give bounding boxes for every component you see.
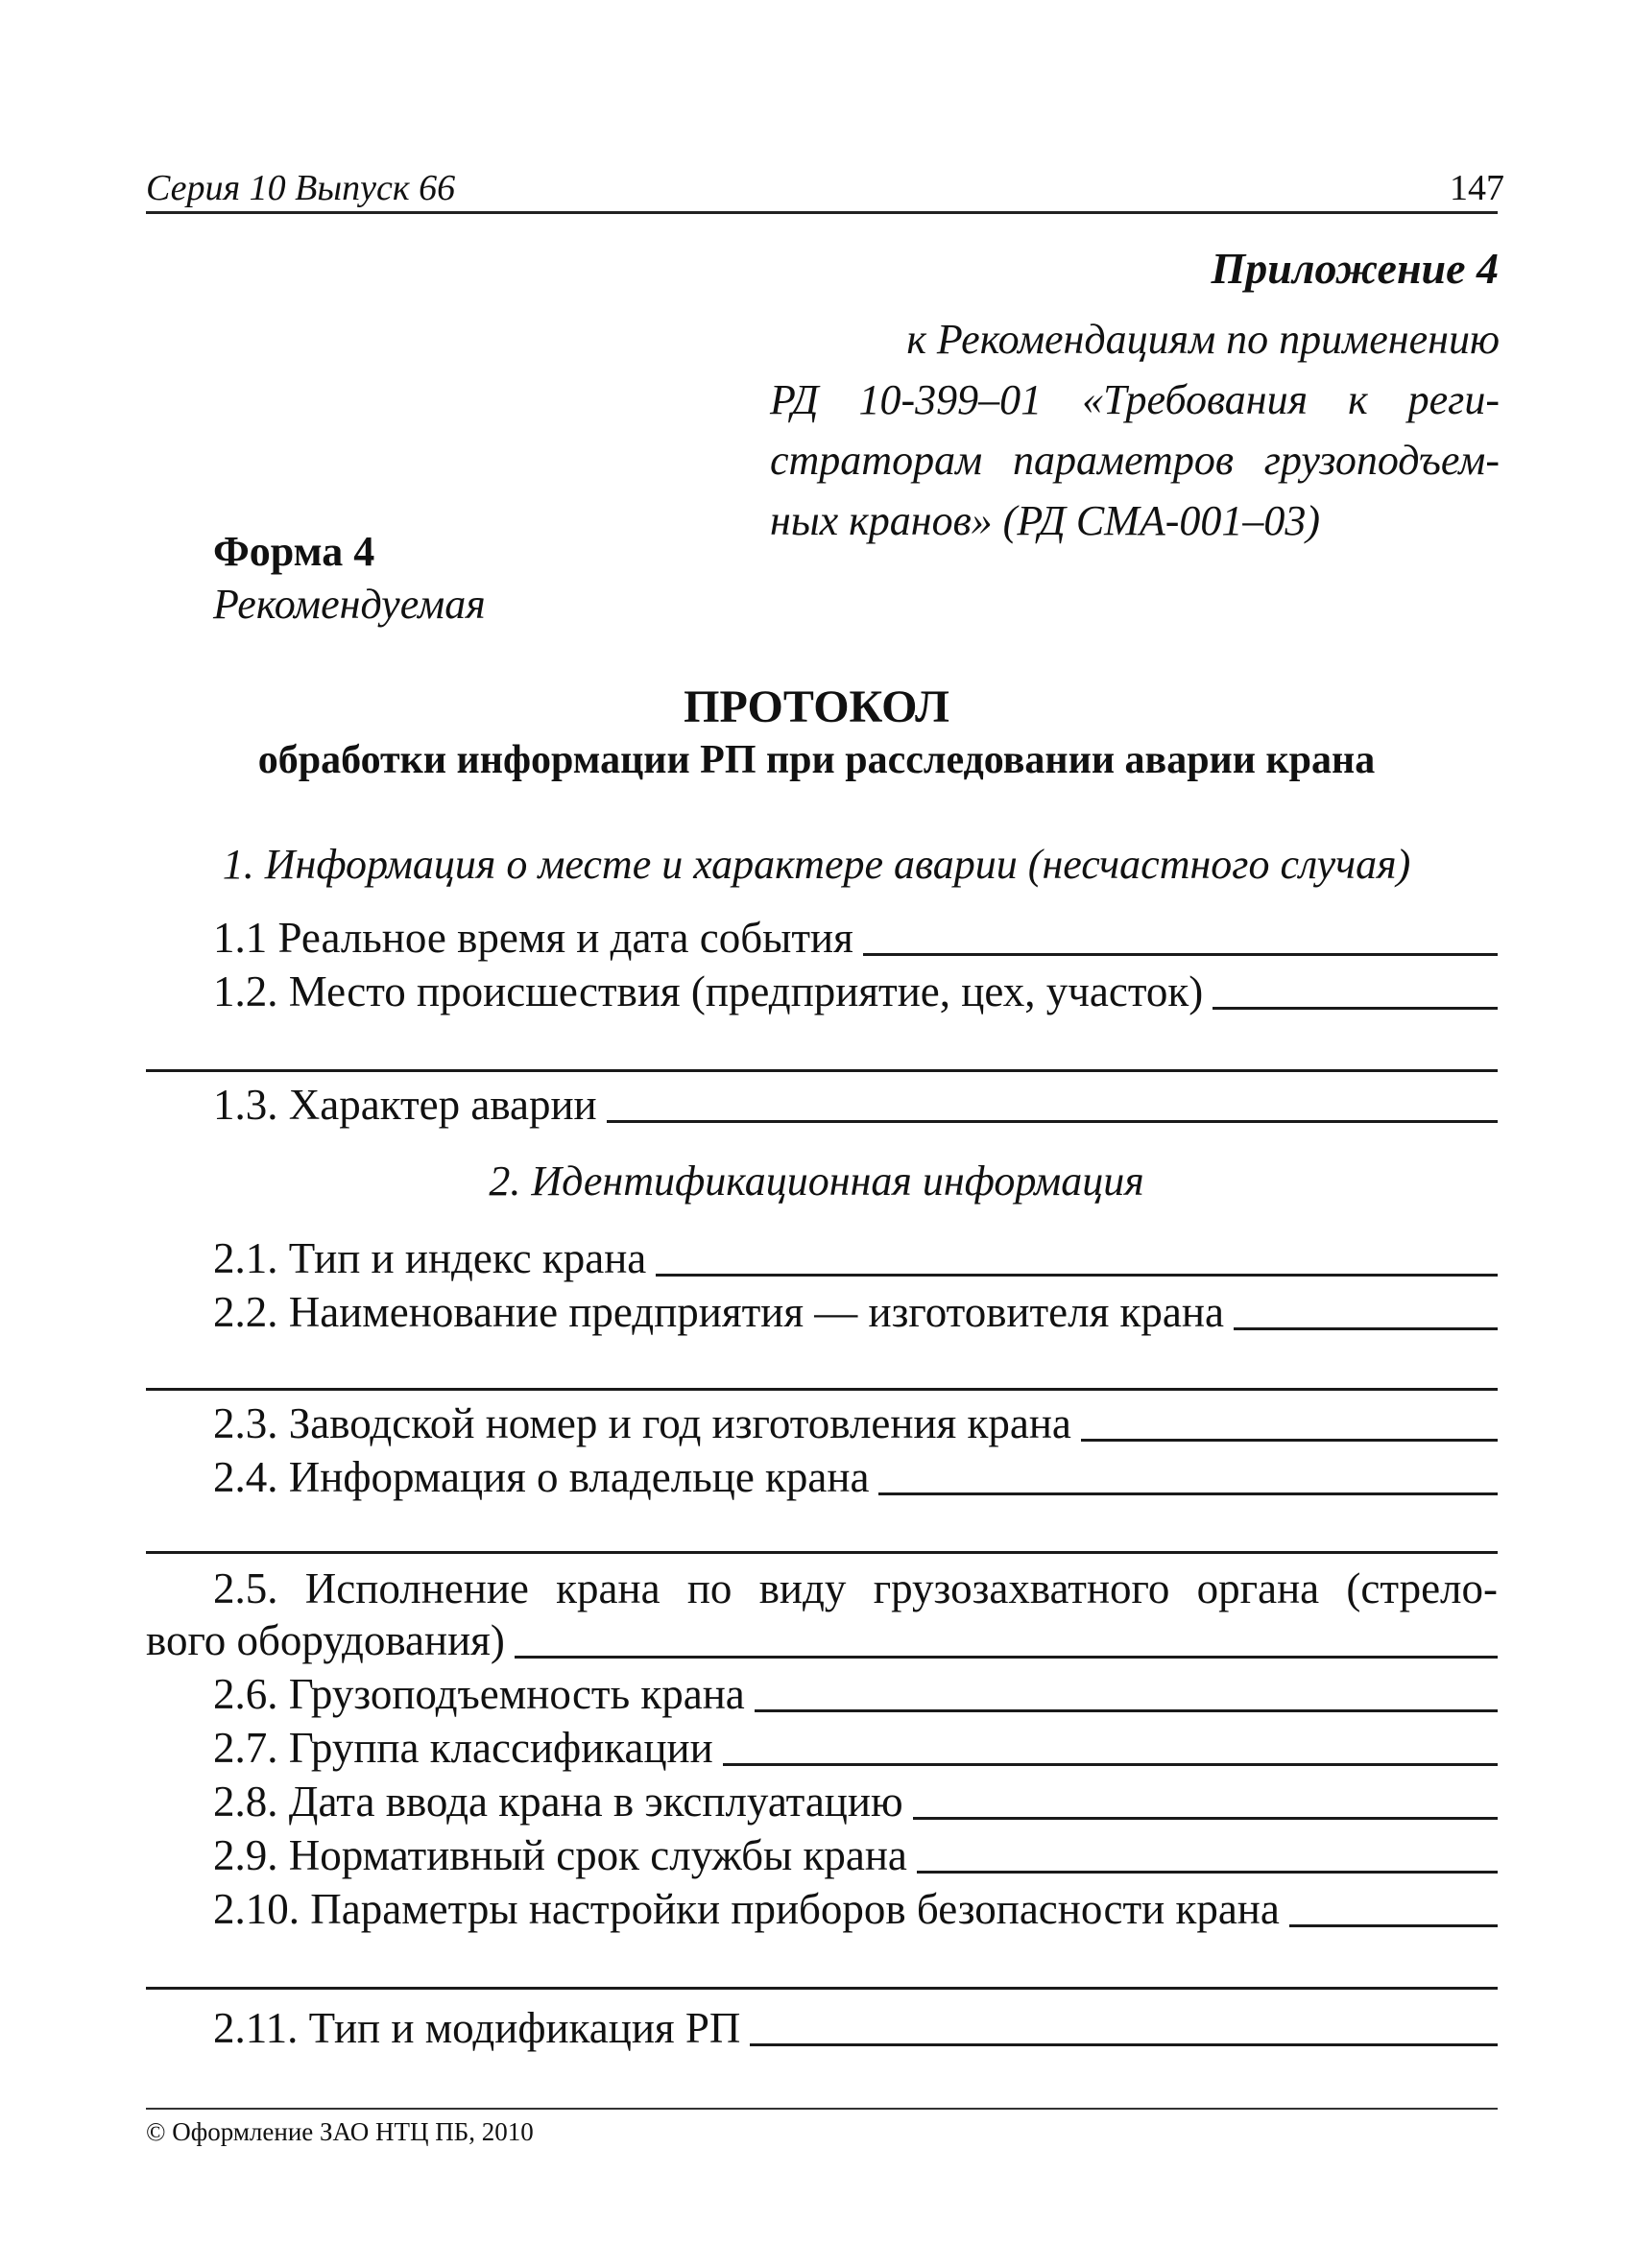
footer-divider <box>146 2108 1498 2110</box>
appendix-reference <box>770 309 1500 551</box>
field-2-6-blank[interactable] <box>755 1671 1498 1712</box>
appendix-title: Приложение 4 <box>1211 244 1499 293</box>
field-2-8[interactable] <box>213 1776 1498 1827</box>
field-2-10-label: 2.10. Параметры настройки приборов безопасности крана <box>213 1885 1280 1933</box>
appendix-line-2: РД 10-399–01 «Требования к реги- <box>770 376 1500 423</box>
field-2-3-label: 2.3. Заводской номер и год изготовления крана <box>213 1399 1071 1447</box>
field-2-2-label: 2.2. Наименование предприятия — изготовителя крана <box>213 1288 1224 1336</box>
document-title: ПРОТОКОЛ <box>684 681 949 732</box>
field-2-5-blank[interactable] <box>515 1617 1498 1659</box>
field-2-4[interactable] <box>213 1451 1498 1503</box>
field-2-4-continuation-line[interactable] <box>146 1551 1498 1554</box>
form-subtitle: Рекомендуемая <box>213 581 486 628</box>
field-2-11[interactable] <box>213 2002 1498 2054</box>
section-2-title: 2. Идентификационная информация <box>489 1158 1144 1205</box>
field-2-9[interactable] <box>213 1829 1498 1881</box>
field-2-7[interactable] <box>213 1722 1498 1774</box>
field-2-2-blank[interactable] <box>1234 1289 1498 1330</box>
document-subtitle: обработки информации РП при расследовании аварии крана <box>257 738 1376 782</box>
field-2-9-blank[interactable] <box>917 1832 1498 1874</box>
field-2-1[interactable] <box>213 1232 1498 1284</box>
field-2-8-label: 2.8. Дата ввода крана в эксплуатацию <box>213 1778 903 1826</box>
field-2-11-blank[interactable] <box>750 2005 1498 2046</box>
field-2-5-label: 2.5. Исполнение крана по виду грузозахватного органа (стрело- <box>213 1564 1498 1612</box>
field-2-10[interactable] <box>213 1883 1498 1935</box>
appendix-line-1: к Рекомендациям по применению <box>906 316 1500 363</box>
field-2-2-continuation-line[interactable] <box>146 1388 1498 1391</box>
field-2-2[interactable] <box>213 1286 1498 1338</box>
field-1-1-label: 1.1 Реальное время и дата события <box>213 914 853 962</box>
field-1-2[interactable] <box>213 966 1498 1017</box>
field-2-1-blank[interactable] <box>656 1235 1498 1277</box>
series-label: Серия 10 Выпуск 66 <box>146 168 456 208</box>
field-1-2-continuation-line[interactable] <box>146 1069 1498 1072</box>
field-2-11-label: 2.11. Тип и модификация РП <box>213 2004 741 2052</box>
field-2-5-label-line-1 <box>146 1563 1498 1614</box>
field-2-5[interactable] <box>146 1614 1498 1666</box>
footer-copyright: © Оформление ЗАО НТЦ ПБ, 2010 <box>146 2117 534 2146</box>
appendix-line-3: страторам параметров грузоподъем- <box>770 437 1500 484</box>
field-1-3-blank[interactable] <box>607 1082 1498 1123</box>
field-2-8-blank[interactable] <box>913 1779 1498 1820</box>
field-2-10-blank[interactable] <box>1289 1886 1498 1927</box>
field-2-4-blank[interactable] <box>878 1454 1498 1495</box>
header-divider <box>146 211 1498 214</box>
field-1-2-label: 1.2. Место происшествия (предприятие, цех, участок) <box>213 967 1204 1015</box>
field-1-1[interactable] <box>213 912 1498 964</box>
field-1-3-label: 1.3. Характер аварии <box>213 1081 597 1129</box>
field-2-3[interactable] <box>213 1397 1498 1449</box>
field-2-3-blank[interactable] <box>1081 1400 1498 1442</box>
field-2-7-blank[interactable] <box>723 1725 1498 1766</box>
field-2-7-label: 2.7. Группа классификации <box>213 1724 713 1772</box>
field-2-6[interactable] <box>213 1668 1498 1720</box>
field-2-9-label: 2.9. Нормативный срок службы крана <box>213 1831 907 1879</box>
section-1-title: 1. Информация о месте и характере аварии (несчастного случая) <box>222 841 1411 888</box>
field-1-3[interactable] <box>213 1079 1498 1131</box>
field-2-6-label: 2.6. Грузоподъемность крана <box>213 1670 745 1718</box>
form-title: Форма 4 <box>213 528 375 575</box>
field-2-5-label-cont: вого оборудования) <box>146 1616 505 1664</box>
field-2-4-label: 2.4. Информация о владельце крана <box>213 1453 870 1501</box>
field-1-2-blank[interactable] <box>1213 968 1498 1010</box>
field-2-1-label: 2.1. Тип и индекс крана <box>213 1234 647 1282</box>
field-1-1-blank[interactable] <box>863 915 1498 956</box>
appendix-line-4: ных кранов» (РД СМА-001–03) <box>770 497 1321 544</box>
page-number: 147 <box>1450 168 1504 208</box>
field-2-10-continuation-line[interactable] <box>146 1987 1498 1990</box>
